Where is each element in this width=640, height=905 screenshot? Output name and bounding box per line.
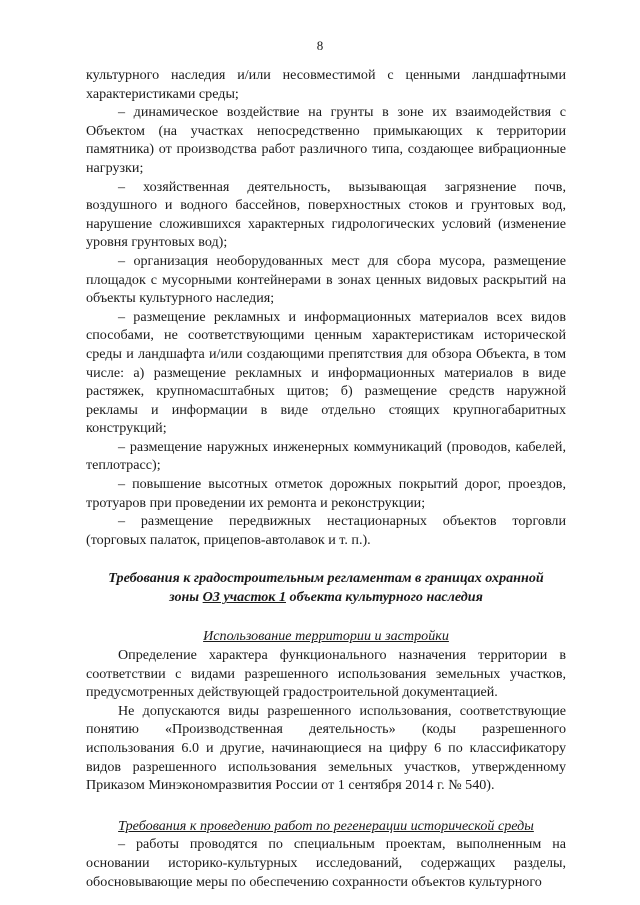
list-item-economic-activity: – хозяйственная деятельность, вызывающая загрязнение почв, воздушного и водного бассейнов, поверхностных стоков и грунтовых вод, нарушение сложившихся характерных гидрологических условий (изменение уровня грунтовых вод); — [86, 178, 566, 251]
paragraph-continuation: культурного наследия и/или несовместимой с ценными ландшафтными характеристиками среды; — [86, 67, 566, 102]
document-body — [86, 66, 566, 891]
section-heading — [86, 569, 566, 607]
section-heading-prefix: зоны — [169, 589, 203, 606]
subsection-title-land-use: Использование территории и застройки — [203, 628, 449, 645]
subsection-title-regeneration: Требования к проведению работ по регенерации исторической среды — [118, 817, 534, 834]
list-item-garbage-sites: – организация необорудованных мест для сбора мусора, размещение площадок с мусорными контейнерами в зонах ценных видовых раскрытий на объекты культурного наследия; — [86, 252, 566, 307]
list-item-mobile-trade: – размещение передвижных нестационарных объектов торговли (торговых палаток, прицепов-автолавок и т. п.). — [86, 513, 566, 548]
list-item-advertising: – размещение рекламных и информационных материалов всех видов способами, не соответствующими ценным характеристикам исторической среды и ландшафта и/или создающими препятствия для обзора Объекта, в том числе: а) размещение рекламных и информационных материалов в виде растяжек, крупномасштабных щитов; б) размещение средств наружной рекламы и информации в виде отдельно стоящих крупногабаритных конструкций; — [86, 308, 566, 437]
list-item-road-elevation: – повышение высотных отметок дорожных покрытий дорог, проездов, тротуаров при проведении их ремонта и реконструкции; — [86, 476, 566, 511]
page-number: 8 — [316, 38, 324, 53]
section-heading-line1: Требования к градостроительным регламентам в границах охранной — [108, 570, 544, 587]
paragraph-functional-purpose: Определение характера функционального назначения территории в соответствии с видами разрешенного использования земельных участков, предусмотренных действующей градостроительной документацией. — [86, 647, 566, 701]
section-heading-zone: ОЗ участок 1 — [202, 589, 286, 606]
section-heading-suffix: объекта культурного наследия — [286, 589, 483, 606]
list-item-engineering-networks: – размещение наружных инженерных коммуникаций (проводов, кабелей, теплотрасс); — [86, 438, 566, 474]
paragraph-prohibited-uses: Не допускаются виды разрешенного использования, соответствующие понятию «Производственная деятельность» (коды разрешенного использования 6.0 и другие, начинающиеся на цифру 6 по классификатору видов разрешенного использования земельных участков, утвержденному Приказом Минэкономразвития России от 1 сентября 2014 г. № 540). — [86, 702, 566, 794]
paragraph-special-projects: – работы проводятся по специальным проектам, выполненным на основании историко-культурных исследований, содержащих разделы, обосновывающие меры по обеспечению сохранности объектов культурного — [86, 836, 566, 890]
list-item-dynamic-impact: – динамическое воздействие на грунты в зоне их взаимодействия с Объектом (на участках непосредственно примыкающих к территории памятника) от производства работ различного типа, создающее вибрационные нагрузки; — [86, 104, 566, 176]
